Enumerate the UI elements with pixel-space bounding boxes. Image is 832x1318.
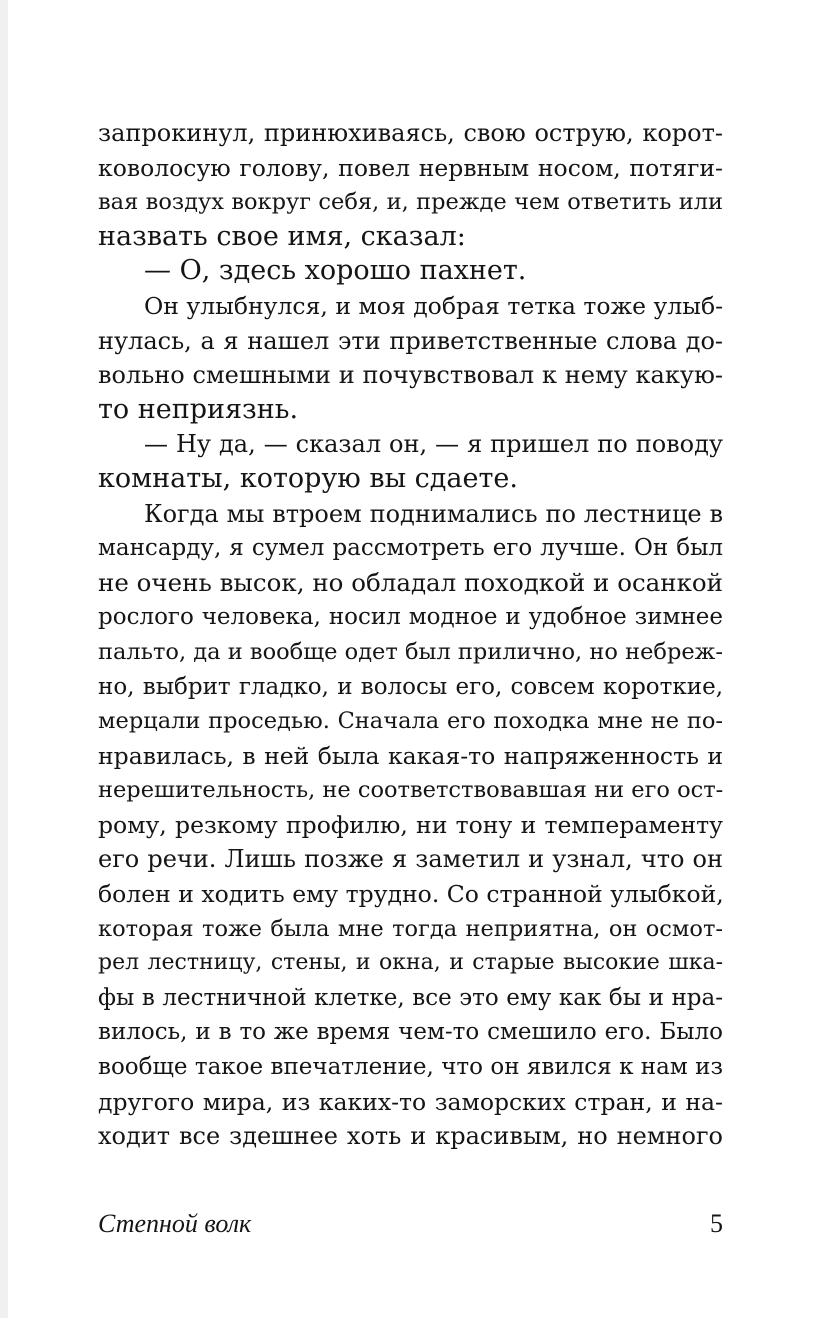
text-line: — О, здесь хорошо пахнет.	[144, 255, 527, 287]
text-line: запрокинул, принюхиваясь, свою острую, корот-	[98, 119, 723, 147]
text-line: но, выбрит гладко, и волосы его, совсем короткие,	[98, 673, 723, 700]
text-line: рослого человека, носил модное и удобное зимнее	[98, 604, 723, 631]
running-title: Степной волк	[98, 1209, 252, 1238]
text-line: мерцали проседью. Сначала его походка мне не по-	[98, 708, 723, 735]
book-page	[8, 0, 832, 1318]
page-number: 5	[710, 1209, 723, 1238]
text-line: вольно смешными и почувствовал к нему какую-	[98, 361, 723, 390]
text-line: Он улыбнулся, и моя добрая тетка тоже улыб-	[144, 291, 724, 320]
text-line: назвать свое имя, сказал:	[98, 220, 466, 252]
text-line: рел лестницу, стены, и окна, и старые высокие шка-	[98, 950, 723, 976]
text-line: вилось, и в то же время чем-то смешило его. Было	[98, 1019, 723, 1046]
text-line: его речи. Лишь позже я заметил и узнал, что он	[98, 845, 723, 874]
text-line: то неприязнь.	[98, 393, 299, 425]
text-line: болен и ходить ему трудно. Со странной улыбкой,	[98, 880, 724, 909]
text-line: нравилась, в ней была какая-то напряженность и	[98, 741, 723, 770]
text-line: не очень высок, но обладал походкой и осанкой	[98, 567, 723, 597]
text-line: нулась, а я нашел эти приветственные слова до-	[98, 326, 723, 355]
text-line: фы в лестничной клетке, все это ему как бы и нра-	[98, 984, 723, 1011]
text-line: комнаты, которую вы сдаете.	[98, 462, 518, 494]
text-line: которая тоже была мне тогда неприятна, он осмот-	[98, 915, 723, 942]
body-text	[98, 116, 723, 1154]
page-footer	[98, 1209, 723, 1249]
text-line: вообще такое впечатление, что он явился к нам из	[98, 1054, 723, 1081]
text-line: пальто, да и вообще одет был прилично, но небреж-	[98, 638, 723, 665]
text-line: мансарду, я сумел рассмотреть его лучше. Он был	[98, 535, 723, 562]
text-line: коволосую голову, повел нервным носом, потяги-	[98, 153, 723, 182]
text-line: — Ну да, — сказал он, — я пришел по поводу	[144, 430, 723, 459]
text-line: рому, резкому профилю, ни тону и темпераменту	[98, 810, 723, 839]
text-line: ходит все здешнее хоть и красивым, но немного	[98, 1122, 723, 1151]
text-line: вая воздух вокруг себя, и, прежде чем ответить или	[98, 189, 723, 216]
text-line: нерешительность, не соответствовавшая ни его ост-	[98, 777, 724, 804]
text-line: другого мира, из каких-то заморских стран, и на-	[98, 1087, 723, 1116]
text-line: Когда мы втроем поднимались по лестнице в	[144, 499, 723, 528]
